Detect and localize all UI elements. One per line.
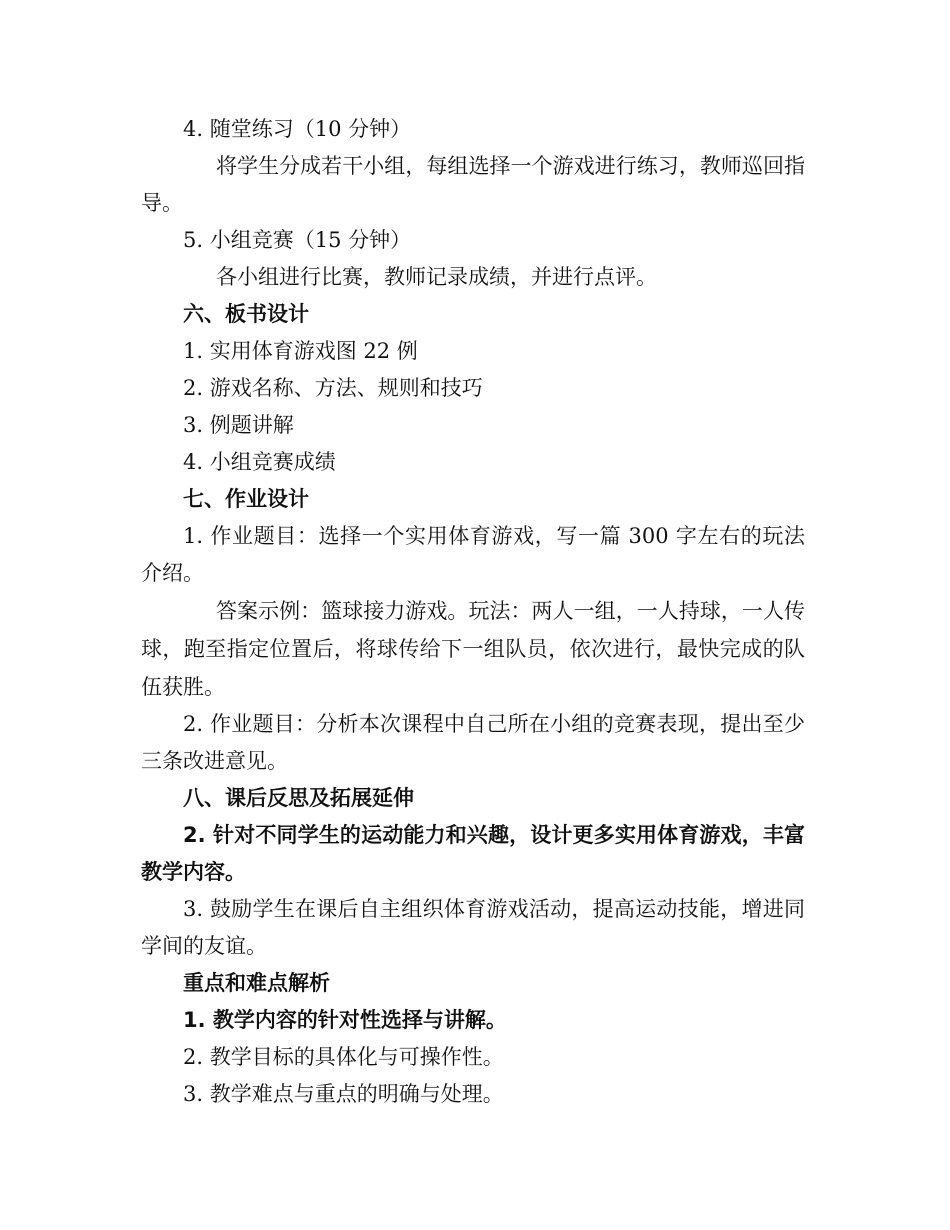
list-item-reflection-3: 3. 鼓励学生在课后自主组织体育游戏活动，提高运动技能，增进同学间的友谊。 <box>141 897 805 958</box>
paragraph-answer-example: 答案示例：篮球接力游戏。玩法：两人一组，一人持球，一人传球，跑至指定位置后，将球传给下一组队员，依次进行，最快完成的队伍获胜。 <box>141 599 805 699</box>
section-heading-reflection: 八、课后反思及拓展延伸 <box>183 786 414 810</box>
list-item-key-2: 2. 教学目标的具体化与可操作性。 <box>183 1045 504 1069</box>
list-item-key-3: 3. 教学难点与重点的明确与处理。 <box>183 1082 504 1106</box>
section-heading-board-design: 六、板书设计 <box>183 302 309 326</box>
list-item-homework-2: 2. 作业题目：分析本次课程中自己所在小组的竞赛表现，提出至少三条改进意见。 <box>141 712 805 773</box>
list-item-homework-1: 1. 作业题目：选择一个实用体育游戏，写一篇 300 字左右的玩法介绍。 <box>141 524 805 585</box>
section-heading-homework: 七、作业设计 <box>183 487 309 511</box>
list-item-practice: 4. 随堂练习（10 分钟） <box>183 117 412 141</box>
paragraph-practice-desc: 将学生分成若干小组，每组选择一个游戏进行练习，教师巡回指导。 <box>141 154 805 215</box>
document-body <box>141 111 805 1113</box>
list-item-reflection-2: 2. 针对不同学生的运动能力和兴趣，设计更多实用体育游戏，丰富教学内容。 <box>141 823 805 884</box>
list-item-key-1: 1. 教学内容的针对性选择与讲解。 <box>183 1008 507 1032</box>
paragraph-competition-desc: 各小组进行比赛，教师记录成绩，并进行点评。 <box>216 265 657 289</box>
section-heading-key-points: 重点和难点解析 <box>183 971 330 995</box>
list-item-board-2: 2. 游戏名称、方法、规则和技巧 <box>183 376 483 400</box>
list-item-board-3: 3. 例题讲解 <box>183 413 294 437</box>
list-item-competition: 5. 小组竞赛（15 分钟） <box>183 228 412 252</box>
list-item-board-4: 4. 小组竞赛成绩 <box>183 450 336 474</box>
list-item-board-1: 1. 实用体育游戏图 22 例 <box>183 339 418 363</box>
